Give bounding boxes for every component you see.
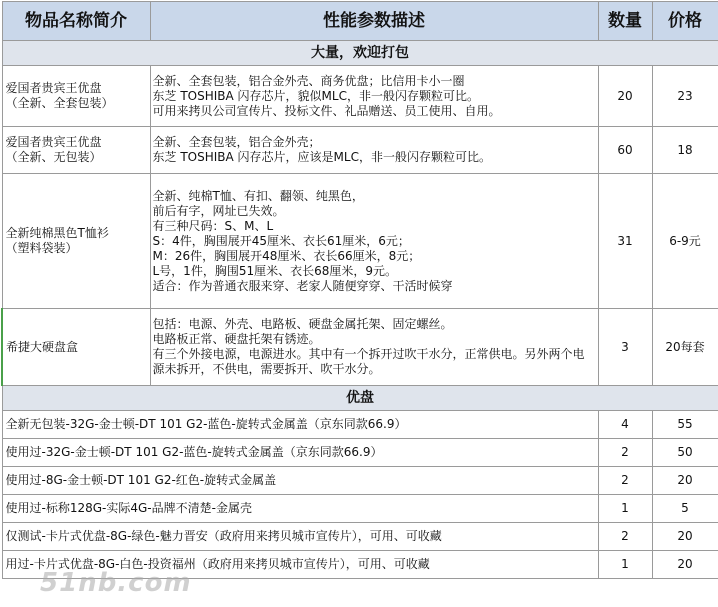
header-qty: 数量 xyxy=(598,2,652,41)
table-row xyxy=(2,467,718,495)
item-desc: 全新、全套包装，铝合金外壳； 东芝 TOSHIBA 闪存芯片，应该是MLC，非一般闪存颗粒可比。 xyxy=(150,127,598,174)
item-qty: 4 xyxy=(598,411,652,439)
section-row-bulk xyxy=(2,41,718,66)
item-qty: 60 xyxy=(598,127,652,174)
item-desc: 全新无包装-32G-金士顿-DT 101 G2-蓝色-旋转式金属盖（京东同款66.9） xyxy=(2,411,598,439)
section-title: 优盘 xyxy=(2,386,718,411)
table-row xyxy=(2,523,718,551)
table-row xyxy=(2,66,718,127)
item-desc: 使用过-标称128G-实际4G-品牌不清楚-金属壳 xyxy=(2,495,598,523)
header-price: 价格 xyxy=(652,2,718,41)
table-row xyxy=(2,439,718,467)
item-qty: 1 xyxy=(598,495,652,523)
item-desc: 仅测试-卡片式优盘-8G-绿色-魅力晋安（政府用来拷贝城市宣传片），可用、可收藏 xyxy=(2,523,598,551)
header-name: 物品名称简介 xyxy=(2,2,150,41)
header-desc: 性能参数描述 xyxy=(150,2,598,41)
item-name: 全新纯棉黑色T恤衫 （塑料袋装） xyxy=(2,174,150,309)
item-qty: 2 xyxy=(598,523,652,551)
header-row xyxy=(2,2,718,41)
item-price: 20 xyxy=(652,467,718,495)
item-name: 爱国者贵宾王优盘 （全新、无包装） xyxy=(2,127,150,174)
product-table xyxy=(1,1,718,579)
item-price: 20 xyxy=(652,523,718,551)
item-price: 20 xyxy=(652,551,718,579)
item-desc: 使用过-32G-金士顿-DT 101 G2-蓝色-旋转式金属盖（京东同款66.9） xyxy=(2,439,598,467)
item-price: 55 xyxy=(652,411,718,439)
item-desc: 包括：电源、外壳、电路板、硬盘金属托架、固定螺丝。 电路板正常、硬盘托架有锈迹。 有三个外接电源，电源进水。其中有一个拆开过吹干水分，正常供电。另外两个电源未拆开，不供电，需要拆开、吹干水分。 xyxy=(150,309,598,386)
table-row xyxy=(2,411,718,439)
item-name: 希捷大硬盘盒 xyxy=(2,309,150,386)
item-price: 23 xyxy=(652,66,718,127)
item-price: 18 xyxy=(652,127,718,174)
item-qty: 31 xyxy=(598,174,652,309)
item-desc: 全新、全套包装，铝合金外壳、商务优盘；比信用卡小一圈 东芝 TOSHIBA 闪存芯片，貌似MLC，非一般闪存颗粒可比。 可用来拷贝公司宣传片、投标文件、礼品赠送、员工使用、自用。 xyxy=(150,66,598,127)
item-qty: 3 xyxy=(598,309,652,386)
item-qty: 2 xyxy=(598,439,652,467)
item-price: 50 xyxy=(652,439,718,467)
site-watermark: 51nb.com xyxy=(40,568,192,598)
section-row-usb xyxy=(2,386,718,411)
table-row xyxy=(2,174,718,309)
item-desc: 使用过-8G-金士顿-DT 101 G2-红色-旋转式金属盖 xyxy=(2,467,598,495)
section-title: 大量，欢迎打包 xyxy=(2,41,718,66)
item-price: 5 xyxy=(652,495,718,523)
table-row xyxy=(2,309,718,386)
item-qty: 20 xyxy=(598,66,652,127)
item-desc: 用过-卡片式优盘-8G-白色-投资福州（政府用来拷贝城市宣传片），可用、可收藏 xyxy=(2,551,598,579)
item-qty: 1 xyxy=(598,551,652,579)
table-row xyxy=(2,551,718,579)
table-row xyxy=(2,127,718,174)
item-desc: 全新、纯棉T恤、有扣、翻领、纯黑色， 前后有字，网址已失效。 有三种尺码：S、M、L S：4件，胸围展开45厘米、衣长61厘米，6元； M：26件，胸围展开48厘米、衣长66厘米，8元； L号，1件，胸围51厘米、衣长68厘米，9元。 适合：作为普通衣服来穿、老家人随便穿穿、干活时候穿 xyxy=(150,174,598,309)
item-price: 6-9元 xyxy=(652,174,718,309)
item-qty: 2 xyxy=(598,467,652,495)
item-name: 爱国者贵宾王优盘 （全新、全套包装） xyxy=(2,66,150,127)
item-price: 20每套 xyxy=(652,309,718,386)
table-row xyxy=(2,495,718,523)
